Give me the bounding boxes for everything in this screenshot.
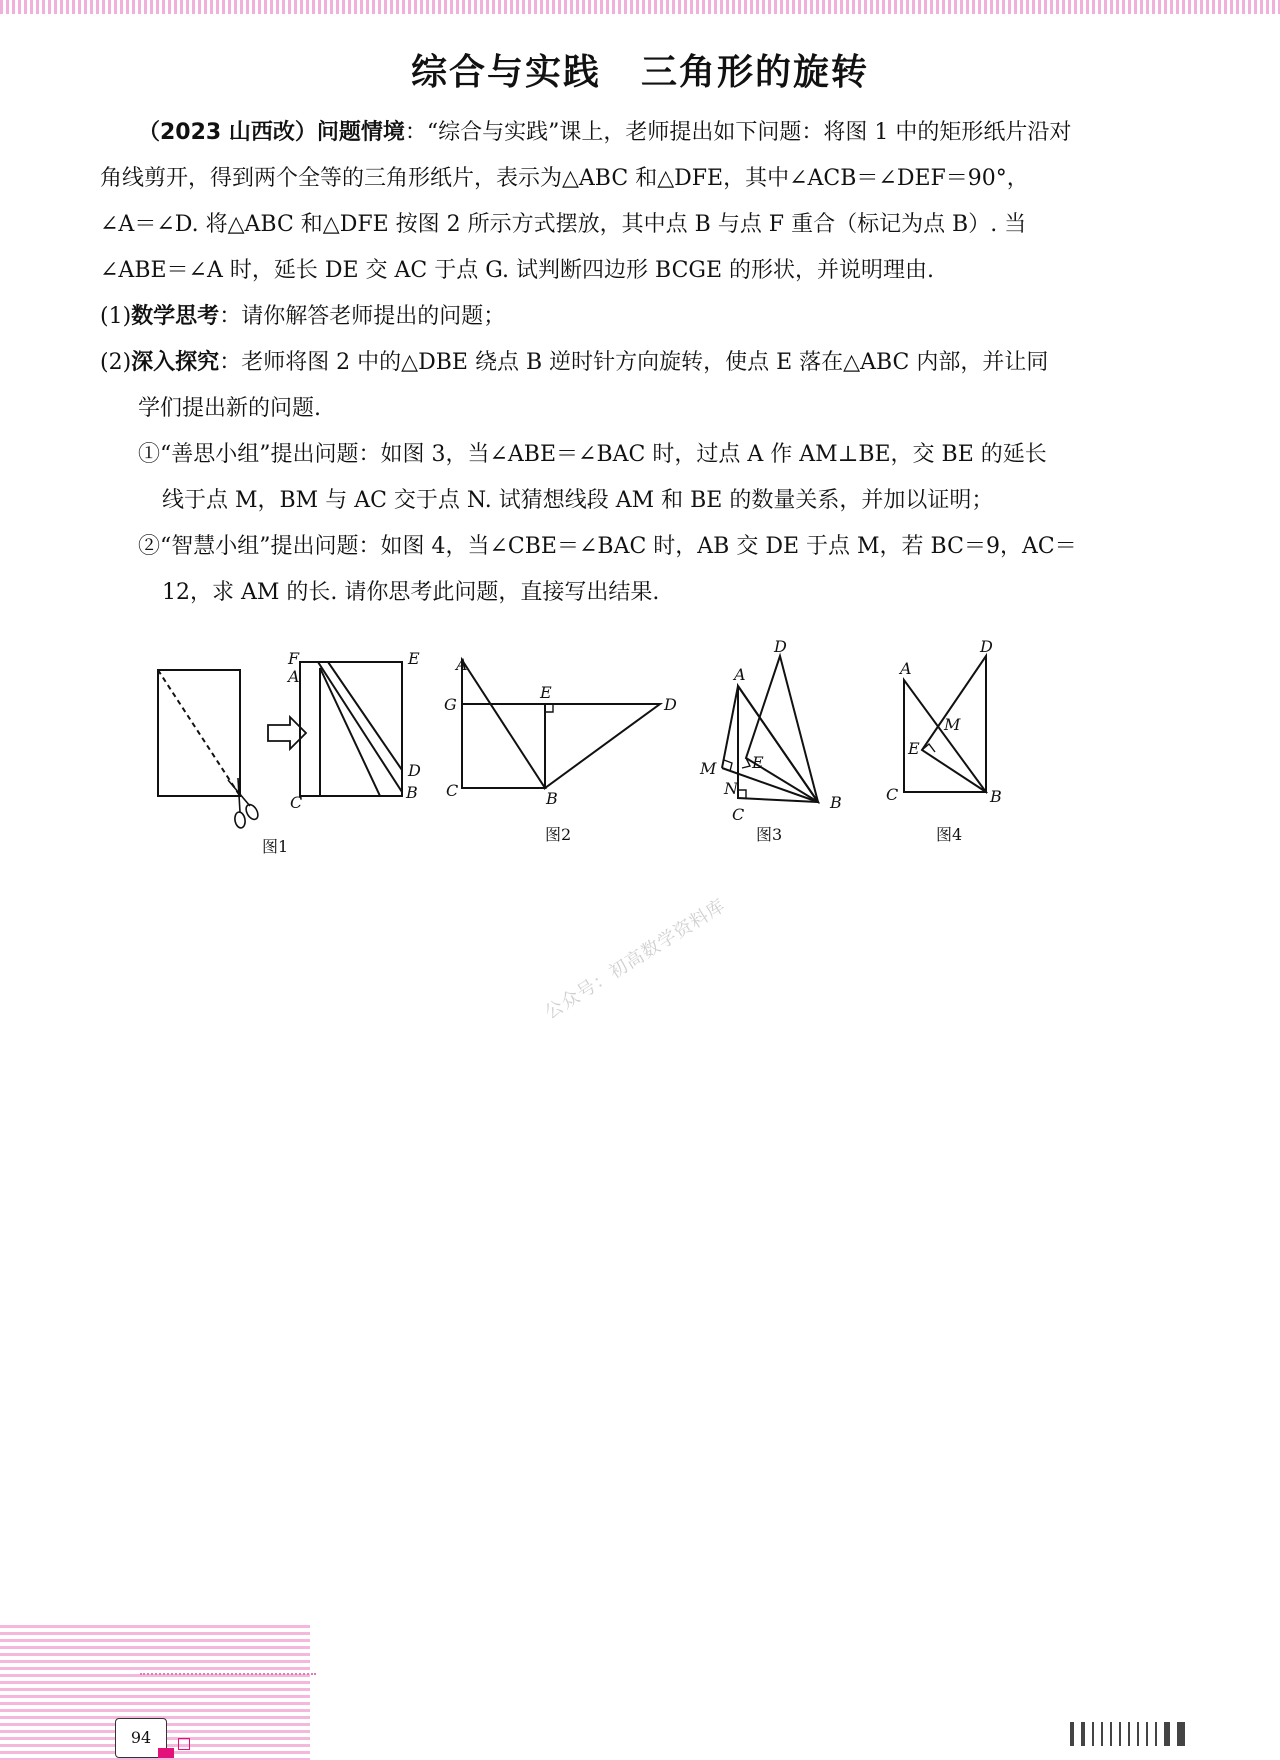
intro-source: （2023 山西改） (138, 120, 317, 145)
fig1-triangle-fed (328, 662, 402, 770)
fig2-label-d: D (664, 695, 677, 714)
intro-text-1: ：“综合与实践”课上，老师提出如下问题：将图 1 中的矩形纸片沿对 (404, 120, 1072, 145)
fig4-caption: 图4 (936, 825, 963, 844)
intro-line-3: ∠A＝∠D. 将△ABC 和△DFE 按图 2 所示方式摆放，其中点 B 与点 F 重合（标记为点 B）. 当 (100, 212, 1027, 237)
small-square-icon (178, 1738, 190, 1750)
bottom-dotted-line (140, 1673, 316, 1677)
page-number-accent (158, 1748, 174, 1758)
fig1-label-e: E (408, 649, 420, 668)
sub-question-2-line-1: ②“智慧小组”提出问题：如图 4，当∠CBE＝∠BAC 时，AB 交 DE 于点 M，若 BC＝9，AC＝ (138, 534, 1077, 559)
fig2-right-angle-mark (545, 704, 553, 712)
fig3-right-angle-c (738, 790, 746, 798)
figure-4 (886, 640, 1002, 844)
intro-line-1 (100, 110, 1185, 156)
fig3-label-m: M (700, 759, 717, 778)
fig4-label-b: B (990, 787, 1002, 806)
intro-label: 问题情境 (316, 120, 405, 145)
fig1-label-b: B (406, 783, 418, 802)
figure-1 (158, 649, 421, 856)
figures-panel (140, 640, 1140, 880)
fig3-label-d: D (774, 640, 787, 656)
fig4-label-c: C (886, 785, 899, 804)
fig2-rectangle-bcge (462, 704, 545, 788)
fig2-label-a: A (456, 655, 468, 674)
fig2-triangle-dbe (545, 704, 660, 788)
fig1-right-rectangle (300, 662, 402, 796)
fig3-label-e: E (752, 753, 764, 772)
intro-line-4: ∠ABE＝∠A 时，延长 DE 交 AC 于点 G. 试判断四边形 BCGE 的形状，并说明理由. (100, 258, 935, 283)
title-part1: 综合与实践 (410, 52, 601, 93)
top-decorative-border (0, 0, 1280, 14)
fig2-triangle-abc (462, 660, 545, 788)
fig1-triangle-abc (320, 668, 380, 796)
fig3-label-b: B (830, 793, 842, 812)
fig3-label-a: A (734, 665, 746, 684)
fig1-label-f: F (288, 649, 300, 668)
fig3-segment-am (722, 686, 738, 768)
watermark: 公众号：初高数学资料库 (541, 894, 730, 1024)
q2-text-1: ：老师将图 2 中的△DBE 绕点 B 逆时针方向旋转，使点 E 落在△ABC 内部，并让同 (219, 350, 1049, 375)
intro-line-2: 角线剪开，得到两个全等的三角形纸片，表示为△ABC 和△DFE，其中∠ACB＝∠DEF＝90°， (100, 166, 1029, 191)
question-2-line-1 (100, 340, 1185, 386)
question-1 (100, 294, 1185, 340)
fig1-label-c: C (290, 793, 303, 812)
fig4-label-a: A (900, 659, 912, 678)
fig4-label-e: E (908, 739, 920, 758)
q1-number: (1) (100, 304, 132, 329)
fig4-label-d: D (980, 640, 993, 656)
fig1-label-d: D (408, 761, 421, 780)
title-part2: 三角形的旋转 (641, 52, 870, 93)
figure-3 (699, 640, 842, 844)
sub-question-1-line-1: ①“善思小组”提出问题：如图 3，当∠ABE＝∠BAC 时，过点 A 作 AM⊥BE，交 BE 的延长 (138, 442, 1047, 467)
fig1-hypotenuse (318, 662, 402, 792)
fig1-label-a: A (288, 667, 300, 686)
fig2-caption: 图2 (545, 825, 572, 844)
fig3-caption: 图3 (756, 825, 783, 844)
sub-question-2-line-2: 12，求 AM 的长. 请你思考此问题，直接写出结果. (162, 580, 660, 605)
scissors-icon (228, 778, 260, 829)
fig1-cut-line (158, 670, 240, 796)
question-2-line-2: 学们提出新的问题. (138, 396, 321, 421)
q1-label: 数学思考 (131, 304, 220, 329)
q2-label: 深入探究 (131, 350, 220, 375)
fig3-label-c: C (732, 805, 745, 824)
page-number: 94 (115, 1718, 167, 1758)
fig3-label-n: N (724, 779, 738, 798)
fig1-caption: 图1 (262, 837, 289, 856)
q2-number: (2) (100, 350, 132, 375)
fig4-label-m: M (944, 715, 961, 734)
sub-question-1-line-2: 线于点 M，BM 与 AC 交于点 N. 试猜想线段 AM 和 BE 的数量关系，并加以证明； (162, 488, 994, 513)
problem-text (100, 110, 1185, 616)
fig4-triangle-abc (904, 680, 986, 792)
page-title (0, 44, 1280, 95)
fig2-label-e: E (540, 683, 552, 702)
figure-2 (444, 655, 677, 844)
fig2-label-c: C (446, 781, 459, 800)
fig2-label-g: G (444, 695, 457, 714)
bottom-right-tick-marks (1070, 1722, 1260, 1752)
q1-text: ：请你解答老师提出的问题； (219, 304, 506, 329)
fig2-label-b: B (546, 789, 558, 808)
